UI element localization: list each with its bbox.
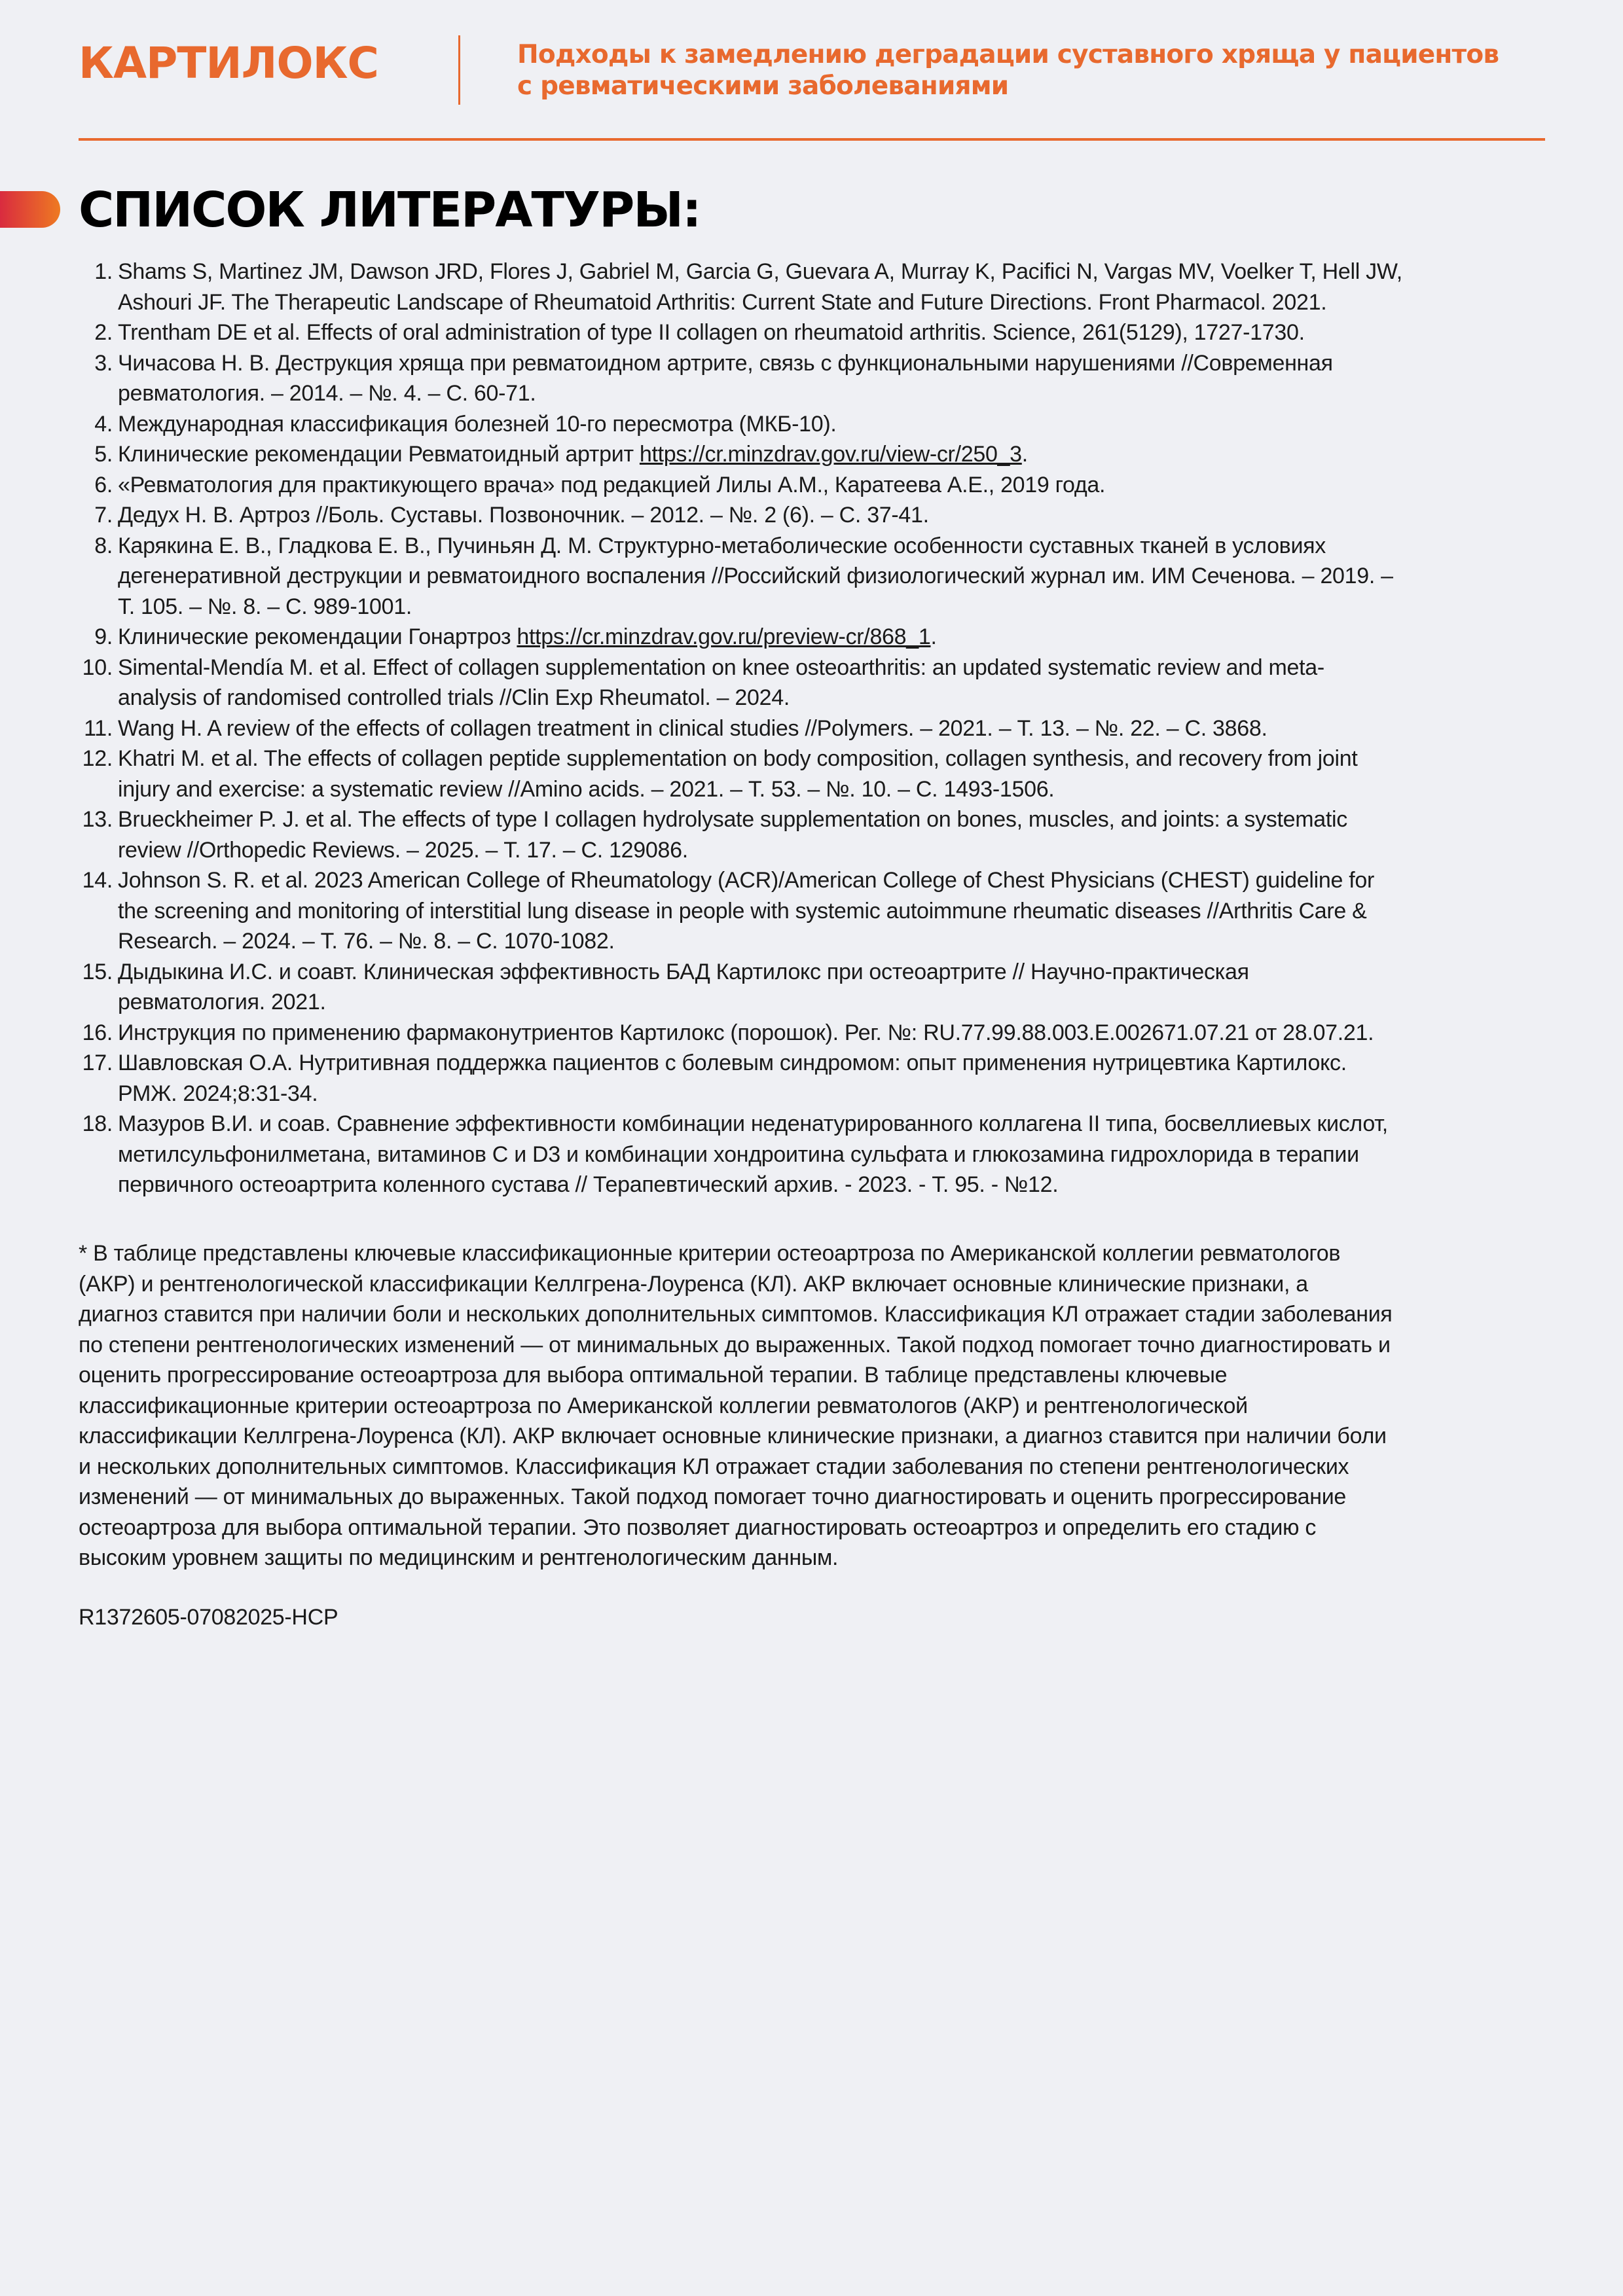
footnote-line: классификационные критерии остеоартроза по Американской коллегии ревматологов (АКР) и рентгенологической (79, 1393, 1248, 1418)
footnote-line: по степени рентгенологических изменений — от минимальных до выраженных. Такой подход помогает точно диагностировать и (79, 1332, 1391, 1357)
reference-number: 8. (94, 533, 113, 558)
reference-number: 3. (94, 350, 113, 376)
reference-line: Карякина Е. В., Гладкова Е. В., Пучиньян Д. М. Структурно-метаболические особенности суставных тканей в условиях (118, 533, 1326, 558)
reference-number: 12. (82, 746, 113, 771)
footnote-line: и нескольких дополнительных симптомов. Классификация КЛ отражает стадии заболевания по степени рентгенологических (79, 1454, 1349, 1479)
reference-text-end: . (1021, 442, 1028, 467)
reference-item (79, 1109, 1558, 1200)
subtitle-line: Подходы к замедлению деградации суставного хряща у пациентов (517, 40, 1499, 69)
reference-item (79, 439, 1558, 470)
reference-line: Т. 105. – №. 8. – С. 989-1001. (118, 594, 412, 619)
footnote-line: высоким уровнем защиты по медицинским и рентгенологическим данным. (79, 1545, 839, 1570)
reference-number: 17. (82, 1050, 113, 1075)
reference-line: Brueckheimer P. J. et al. The effects of type I collagen hydrolysate supplementation on bones, muscles, and joints: a systematic (118, 807, 1347, 832)
reference-line (118, 439, 1028, 470)
reference-line: review //Orthopedic Reviews. – 2025. – Т. 17. – С. 129086. (118, 837, 688, 863)
reference-line: Мазуров В.И. и соав. Сравнение эффективности комбинации неденатурированного коллагена II типа, босвеллиевых кислот, (118, 1111, 1388, 1136)
document-code: R1372605-07082025-HCP (79, 1605, 338, 1630)
reference-number: 7. (94, 503, 113, 528)
footnote-line: * В таблице представлены ключевые классификационные критерии остеоартроза по Американской коллегии ревматологов (79, 1241, 1341, 1266)
reference-line: Ashouri JF. The Therapeutic Landscape of Rheumatoid Arthritis: Current State and Future Directions. Front Pharmacol. 2021. (118, 289, 1327, 315)
reference-number: 11. (84, 715, 113, 741)
reference-item (79, 317, 1558, 348)
reference-text: Клинические рекомендации Ревматоидный артрит (118, 442, 640, 467)
reference-item (79, 865, 1558, 957)
reference-line: РМЖ. 2024;8:31-34. (118, 1081, 318, 1106)
reference-line: Дедух Н. В. Артроз //Боль. Суставы. Позвоночник. – 2012. – №. 2 (6). – С. 37-41. (118, 503, 929, 528)
reference-item (79, 500, 1558, 531)
reference-number: 14. (82, 868, 113, 893)
reference-line: метилсульфонилметана, витаминов С и D3 и комбинации хондроитина сульфата и глюкозамина гидрохлорида в терапии (118, 1141, 1359, 1167)
reference-number: 5. (94, 442, 113, 467)
reference-number: 6. (94, 472, 113, 497)
reference-link[interactable]: https://cr.minzdrav.gov.ru/preview-cr/868_1 (517, 624, 931, 649)
reference-line (118, 622, 937, 653)
reference-item (79, 804, 1558, 865)
brand-logo: КАРТИЛОКС (79, 38, 378, 88)
reference-item (79, 653, 1558, 713)
reference-number: 13. (82, 807, 113, 832)
reference-line: Чичасова Н. В. Деструкция хряща при ревматоидном артрите, связь с функциональными нарушениями //Современная (118, 350, 1333, 376)
section-title: СПИСОК ЛИТЕРАТУРЫ: (79, 182, 701, 238)
footnote-line: (АКР) и рентгенологической классификации Келлгрена-Лоуренса (КЛ). АКР включает основные клинические признаки, а (79, 1271, 1308, 1297)
reference-text-end: . (930, 624, 937, 649)
reference-number: 15. (82, 959, 113, 984)
footnote (79, 1238, 1558, 1573)
reference-line: дегенеративной деструкции и ревматоидного воспаления //Российский физиологический журнал им. ИМ Сеченова. – 2019. – (118, 564, 1393, 588)
subtitle-line: с ревматическими заболеваниями (517, 71, 1009, 101)
reference-item (79, 957, 1558, 1018)
reference-item (79, 622, 1558, 653)
reference-line: ревматология. 2021. (118, 990, 326, 1014)
header-divider (458, 35, 460, 105)
reference-line: Johnson S. R. et al. 2023 American College of Rheumatology (ACR)/American College of Chest Physicians (CHEST) guideline for (118, 868, 1375, 893)
footnote-line: изменений — от минимальных до выраженных. Такой подход помогает точно диагностировать и оценить прогрессирование (79, 1484, 1347, 1509)
header-rule (79, 138, 1545, 141)
reference-item (79, 470, 1558, 501)
reference-line: Шавловская О.А. Нутритивная поддержка пациентов с болевым синдромом: опыт применения нутрицевтика Картилокс. (118, 1050, 1347, 1075)
reference-number: 10. (82, 655, 113, 680)
reference-line: Simental-Mendía M. et al. Effect of collagen supplementation on knee osteoarthritis: an updated systematic review and meta- (118, 655, 1324, 680)
reference-line: Инструкция по применению фармаконутриентов Картилокс (порошок). Рег. №: RU.77.99.88.003.Е.002671.07.21 от 28.07.21. (118, 1020, 1374, 1045)
footnote-line: оценить прогрессирование остеоартроза для выбора оптимальной терапии. В таблице представлены ключевые (79, 1363, 1228, 1388)
reference-line: Research. – 2024. – Т. 76. – №. 8. – С. 1070-1082. (118, 929, 615, 954)
reference-line: Trentham DE et al. Effects of oral administration of type II collagen on rheumatoid arthritis. Science, 261(5129), 1727-1730. (118, 320, 1305, 345)
reference-line: the screening and monitoring of interstitial lung disease in people with systemic autoimmune rheumatic diseases //Arthritis Care & (118, 898, 1367, 924)
reference-line: Дыдыкина И.С. и соавт. Клиническая эффективность БАД Картилокс при остеоартрите // Научно-практическая (118, 959, 1249, 984)
reference-line: Khatri M. et al. The effects of collagen peptide supplementation on body composition, collagen synthesis, and recovery from joint (118, 746, 1358, 771)
reference-text: Клинические рекомендации Гонартроз (118, 624, 517, 649)
reference-item (79, 531, 1558, 622)
reference-number: 18. (82, 1111, 113, 1136)
reference-item (79, 1048, 1558, 1109)
reference-number: 9. (94, 624, 113, 649)
reference-line: Международная классификация болезней 10-го пересмотра (МКБ-10). (118, 411, 837, 437)
reference-number: 4. (94, 411, 113, 437)
reference-line: injury and exercise: a systematic review //Amino acids. – 2021. – Т. 53. – №. 10. – С. 1493-1506. (118, 776, 1055, 802)
reference-item (79, 713, 1558, 744)
section-bullet-icon (0, 191, 60, 228)
reference-line: analysis of randomised controlled trials //Clin Exp Rheumatol. – 2024. (118, 685, 790, 710)
reference-line: «Ревматология для практикующего врача» под редакцией Лилы А.М., Каратеева А.Е., 2019 года. (118, 472, 1106, 497)
reference-line: ревматология. – 2014. – №. 4. – С. 60-71. (118, 381, 536, 406)
reference-line: первичного остеоартрита коленного сустава // Терапевтический архив. - 2023. - Т. 95. - №12. (118, 1172, 1059, 1197)
footnote-line: остеоартроза для выбора оптимальной терапии. Это позволяет диагностировать остеоартроз и определить его стадию с (79, 1515, 1317, 1540)
reference-list (79, 257, 1558, 1200)
reference-number: 16. (82, 1020, 113, 1045)
reference-number: 1. (94, 259, 113, 284)
reference-link[interactable]: https://cr.minzdrav.gov.ru/view-cr/250_3 (639, 442, 1022, 467)
reference-item (79, 1018, 1558, 1049)
footnote-line: классификации Келлгрена-Лоуренса (КЛ). АКР включает основные клинические признаки, а диагноз ставится при наличии боли (79, 1424, 1387, 1448)
reference-item (79, 744, 1558, 804)
footnote-line: диагноз ставится при наличии боли и нескольких дополнительных симптомов. Классификация КЛ отражает стадии заболевания (79, 1302, 1393, 1327)
reference-item (79, 409, 1558, 440)
reference-item (79, 348, 1558, 409)
reference-item (79, 257, 1558, 317)
header-subtitle (517, 39, 1539, 102)
reference-number: 2. (94, 320, 113, 345)
reference-line: Shams S, Martinez JM, Dawson JRD, Flores J, Gabriel M, Garcia G, Guevara A, Murray K, Pacifici N, Vargas MV, Voelker T, Hell JW, (118, 259, 1402, 284)
reference-line: Wang H. A review of the effects of collagen treatment in clinical studies //Polymers. – 2021. – Т. 13. – №. 22. – С. 3868. (118, 715, 1267, 741)
